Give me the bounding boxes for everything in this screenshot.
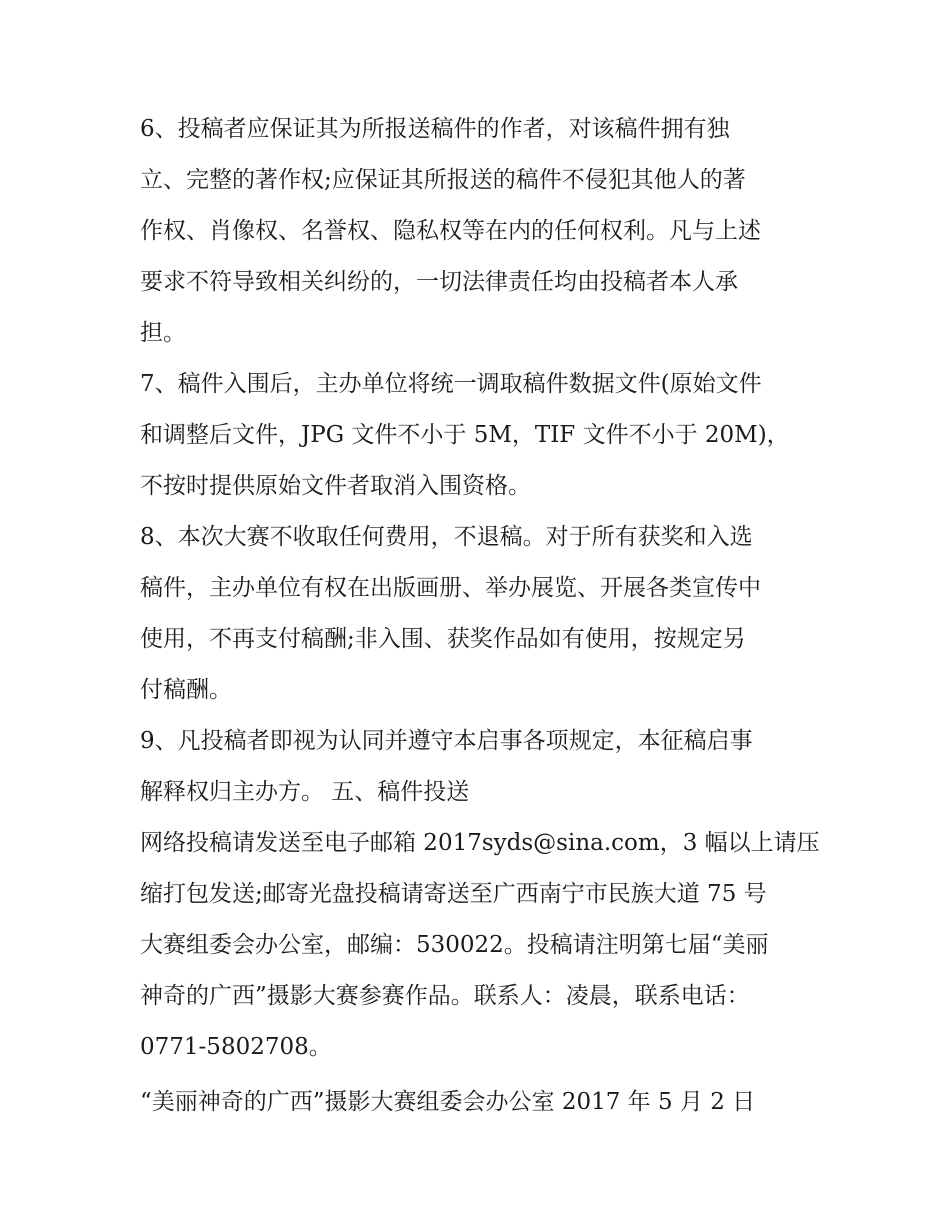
text-line: 7、稿件入围后，主办单位将统一调取稿件数据文件(原始文件 bbox=[140, 371, 762, 397]
text-line: 立、完整的著作权;应保证其所报送的稿件不侵犯其他人的著 bbox=[140, 167, 746, 193]
text-line: 解释权归主办方。 五、稿件投送 bbox=[140, 779, 470, 805]
text-line: 缩打包发送;邮寄光盘投稿请寄送至广西南宁市民族大道 75 号 bbox=[140, 881, 767, 907]
text-line: 神奇的广西”摄影大赛参赛作品。联系人：凌晨，联系电话： bbox=[140, 983, 750, 1009]
text-line: 0771-5802708。 bbox=[140, 1034, 332, 1060]
text-line: 6、投稿者应保证其为所报送稿件的作者，对该稿件拥有独 bbox=[140, 116, 730, 142]
text-line: 大赛组委会办公室，邮编：530022。投稿请注明第七届“美丽 bbox=[140, 932, 769, 958]
signature-line: “美丽神奇的广西”摄影大赛组委会办公室 2017 年 5 月 2 日 bbox=[140, 1089, 756, 1115]
text-line: 使用，不再支付稿酬;非入围、获奖作品如有使用，按规定另 bbox=[140, 626, 746, 652]
text-line: 作权、肖像权、名誉权、隐私权等在内的任何权利。凡与上述 bbox=[140, 218, 761, 244]
text-line: 8、本次大赛不收取任何费用，不退稿。对于所有获奖和入选 bbox=[140, 524, 753, 550]
document-body bbox=[140, 110, 820, 1134]
text-line: 网络投稿请发送至电子邮箱 2017syds@sina.com，3 幅以上请压 bbox=[140, 830, 820, 856]
text-line: 和调整后文件，JPG 文件不小于 5M，TIF 文件不小于 20M)， bbox=[140, 422, 790, 448]
text-line: 稿件，主办单位有权在出版画册、举办展览、开展各类宣传中 bbox=[140, 575, 761, 601]
text-line: 9、凡投稿者即视为认同并遵守本启事各项规定，本征稿启事 bbox=[140, 728, 753, 754]
text-line: 不按时提供原始文件者取消入围资格。 bbox=[140, 473, 531, 499]
text-line: 要求不符导致相关纠纷的，一切法律责任均由投稿者本人承 bbox=[140, 269, 738, 295]
text-line: 担。 bbox=[140, 320, 186, 346]
text-line: 付稿酬。 bbox=[140, 677, 232, 703]
